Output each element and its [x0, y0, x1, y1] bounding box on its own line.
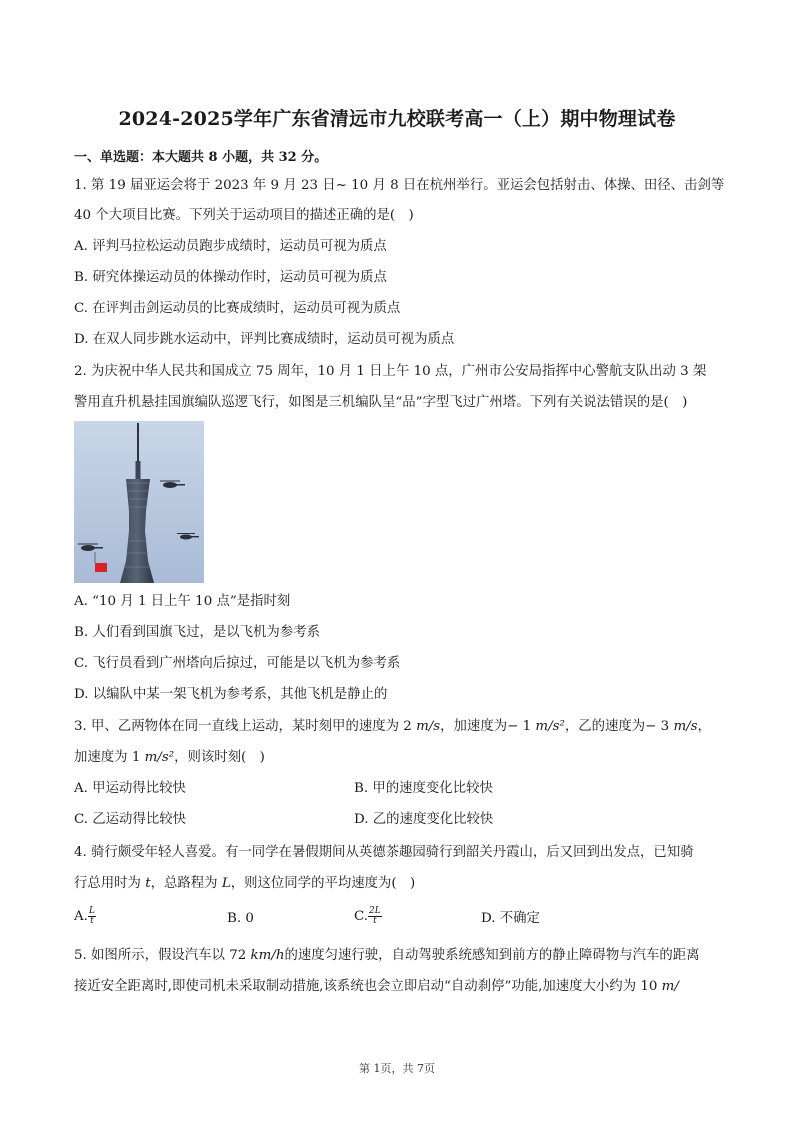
- q3-unit-4: m/s²: [144, 750, 175, 765]
- page-title: 2024-2025学年广东省清远市九校联考高一（上）期中物理试卷: [118, 108, 676, 130]
- q4-option-b: B. 0: [227, 911, 254, 926]
- q4-text-c: ，则这位同学的平均速度为( ): [230, 876, 416, 891]
- q2-option-b: B. 人们看到国旗飞过，是以飞机为参考系: [74, 625, 320, 640]
- q3-option-a: A. 甲运动得比较快: [74, 781, 186, 796]
- q2-stem-line2: 警用直升机悬挂国旗编队巡逻飞行，如图是三机编队呈“品”字型飞过广州塔。下列有关说法错误的是( ): [74, 395, 688, 410]
- q2-option-c: C. 飞行员看到广州塔向后掠过，可能是以飞机为参考系: [74, 656, 401, 671]
- section-heading: 一、单选题：本大题共 8 小题，共 32 分。: [74, 150, 328, 165]
- q3-option-d: D. 乙的速度变化比较快: [354, 812, 494, 827]
- q3-option-c: C. 乙运动得比较快: [74, 812, 187, 827]
- q4-option-a-label: A.: [74, 909, 88, 924]
- q2-option-d: D. 以编队中某一架飞机为参考系，其他飞机是静止的: [74, 687, 388, 702]
- q4-option-c: [354, 907, 454, 927]
- page-footer: 第 1页，共 7页: [359, 1062, 435, 1075]
- q5-text-b: 的速度匀速行驶，自动驾驶系统感知到前方的静止障碍物与汽车的距离: [284, 948, 700, 963]
- q3-unit-3: m/s: [673, 719, 698, 734]
- fraction-numerator: L: [88, 906, 95, 916]
- q3-text-e: 加速度为 1: [74, 750, 145, 765]
- q4-text-a: 行总用时为: [74, 876, 146, 891]
- q2-stem-line1: 2. 为庆祝中华人民共和国成立 75 周年，10 月 1 日上午 10 点，广州市公安局指挥中心警航支队出动 3 架: [74, 364, 707, 379]
- q3-text-a: 3. 甲、乙两物体在同一直线上运动，某时刻甲的速度为 2: [74, 719, 417, 734]
- q1-stem-line2: 40 个大项目比赛。下列关于运动项目的描述正确的是( ): [74, 208, 414, 223]
- q5-stem-line1: [74, 946, 724, 966]
- q3-unit-1: m/s: [416, 719, 441, 734]
- q4-option-d: D. 不确定: [481, 911, 540, 926]
- q1-stem-line1: 1. 第 19 届亚运会将于 2023 年 9 月 23 日~ 10 月 8 日在杭州举行。亚运会包括射击、体操、田径、击剑等: [74, 178, 725, 193]
- q5-unit-1: km/h: [250, 948, 285, 963]
- q5-unit-2: m/: [661, 979, 679, 994]
- q1-option-c: C. 在评判击剑运动员的比赛成绩时，运动员可视为质点: [74, 301, 401, 316]
- fraction-numerator: 2L: [369, 906, 381, 916]
- q4-option-a-fraction: [88, 907, 96, 926]
- q5-text-c: 接近安全距离时,即使司机未采取制动措施,该系统也会立即启动“自动刹停”功能,加速度大小约为 10: [74, 979, 662, 994]
- q4-option-c-label: C.: [354, 909, 369, 924]
- q4-var-t: t: [145, 876, 151, 891]
- q2-option-a: A. “10 月 1 日上午 10 点”是指时刻: [74, 594, 291, 609]
- q1-option-b: B. 研究体操运动员的体操动作时，运动员可视为质点: [74, 270, 387, 285]
- q5-text-a: 5. 如图所示，假设汽车以 72: [74, 948, 251, 963]
- q4-stem-line1: 4. 骑行颇受年轻人喜爱。有一同学在暑假期间从英德茶趣园骑行到韶关丹霞山，后又回到出发点，已知骑: [74, 845, 694, 860]
- q3-text-b: ，加速度为− 1: [440, 719, 536, 734]
- q4-text-b: ，总路程为: [150, 876, 222, 891]
- fraction-denominator: t: [373, 916, 377, 926]
- q4-option-c-fraction: [368, 907, 382, 926]
- q3-option-b: B. 甲的速度变化比较快: [354, 781, 493, 796]
- q3-stem-line1: [74, 717, 724, 737]
- q3-stem-line2: [74, 748, 724, 768]
- q5-stem-line2: [74, 977, 724, 997]
- q3-text-c: ，乙的速度为− 3: [564, 719, 674, 734]
- q4-stem-line2: [74, 874, 724, 894]
- q3-text-d: ，: [697, 719, 711, 734]
- fraction-denominator: t: [90, 916, 94, 926]
- q4-var-l: L: [221, 876, 231, 891]
- q3-unit-2: m/s²: [535, 719, 565, 734]
- q3-text-f: ，则该时刻( ): [174, 750, 265, 765]
- canton-tower-photo: [74, 421, 204, 583]
- q1-option-a: A. 评判马拉松运动员跑步成绩时，运动员可视为质点: [74, 239, 387, 254]
- q1-option-d: D. 在双人同步跳水运动中，评判比赛成绩时，运动员可视为质点: [74, 332, 455, 347]
- q4-option-a: [74, 907, 224, 927]
